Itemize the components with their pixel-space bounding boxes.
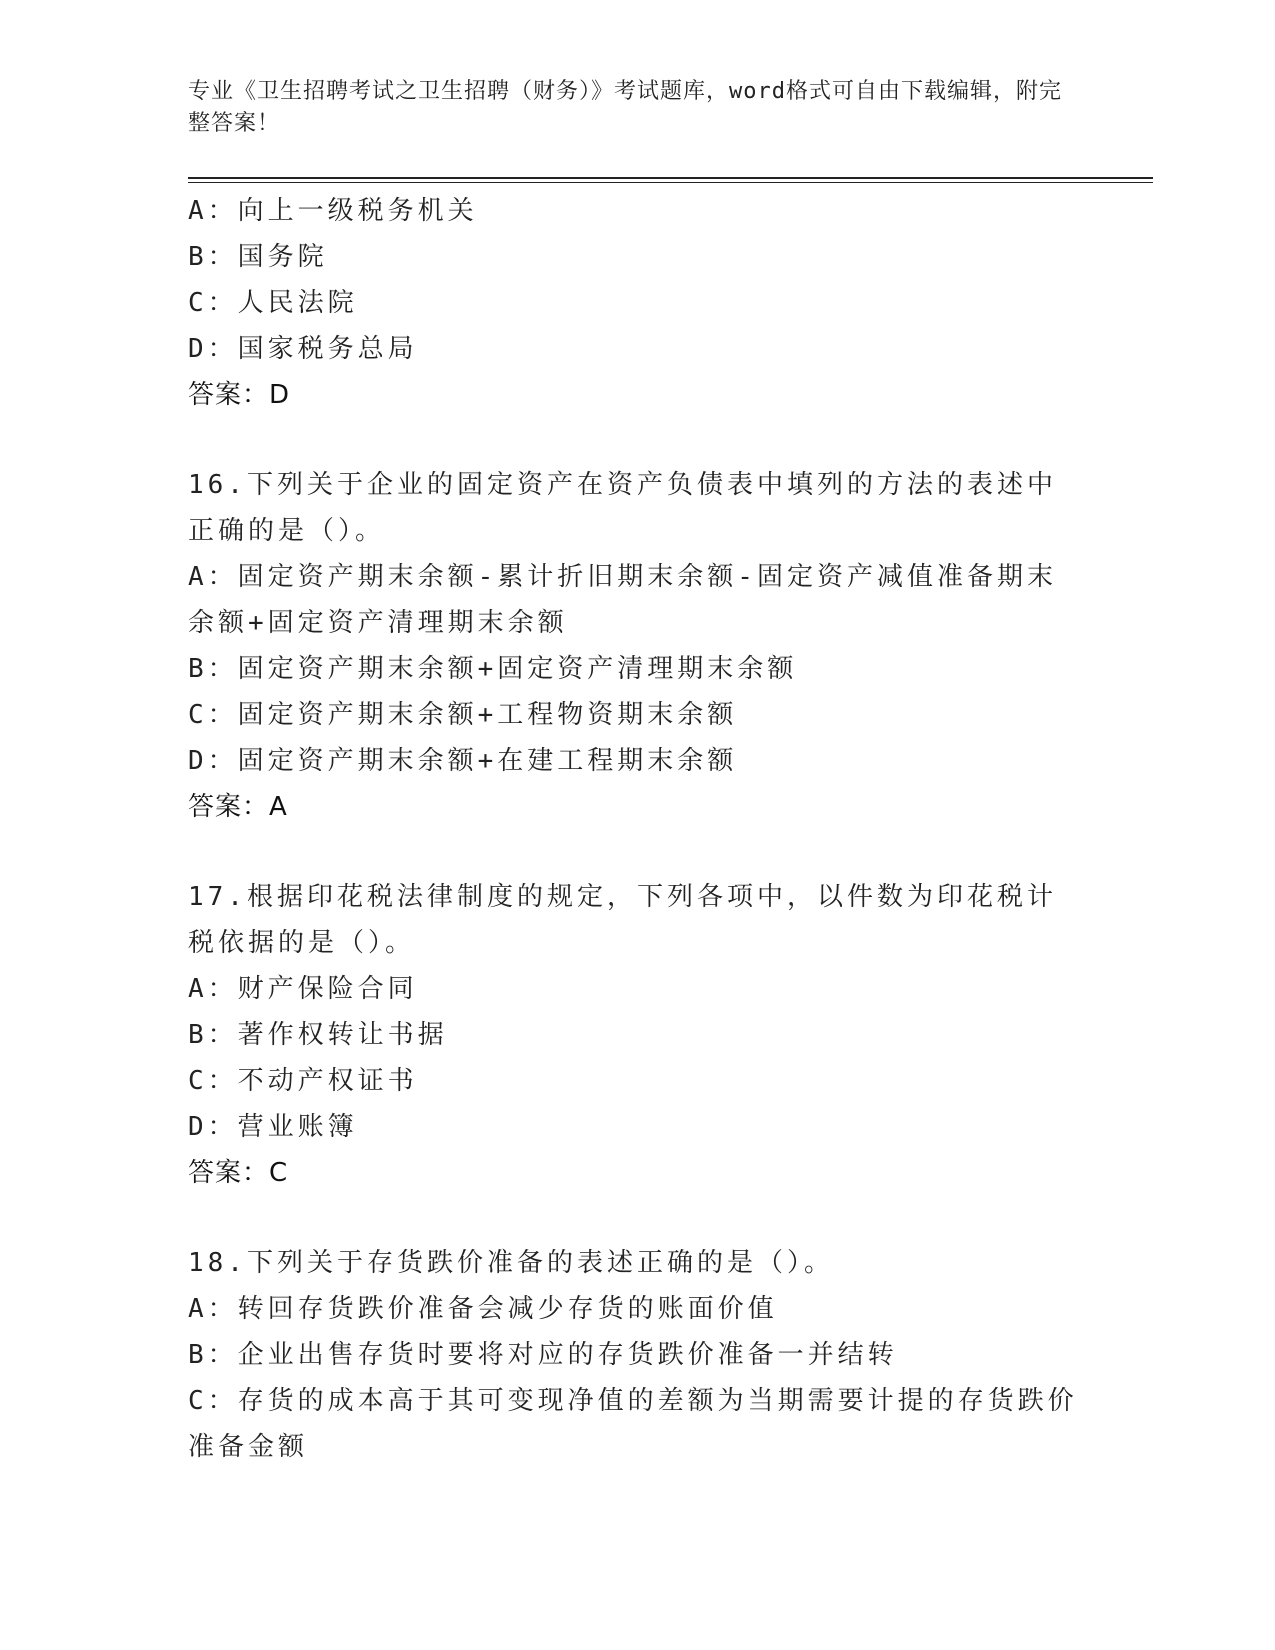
option-c: C：固定资产期末余额+工程物资期末余额 xyxy=(188,700,738,730)
option-c: C：不动产权证书 xyxy=(188,1066,418,1096)
document-header: 专业《卫生招聘考试之卫生招聘（财务）》考试题库，word格式可自由下载编辑，附完整答案！ xyxy=(188,79,1062,136)
question-text: 18.下列关于存货跌价准备的表述正确的是（）。 xyxy=(188,1248,834,1278)
option-a: A：转回存货跌价准备会减少存货的账面价值 xyxy=(188,1294,778,1324)
option-b: B：企业出售存货时要将对应的存货跌价准备一并结转 xyxy=(188,1340,898,1370)
question-text: 17.根据印花税法律制度的规定，下列各项中，以件数为印花税计税依据的是（）。 xyxy=(188,882,1057,958)
option-a: A：向上一级税务机关 xyxy=(188,196,478,226)
option-c: C：存货的成本高于其可变现净值的差额为当期需要计提的存货跌价准备金额 xyxy=(188,1386,1078,1462)
option-b: B：固定资产期末余额+固定资产清理期末余额 xyxy=(188,654,798,684)
question-16 xyxy=(188,462,1088,830)
spacer xyxy=(188,418,1088,462)
spacer xyxy=(188,1196,1088,1240)
answer: 答案：A xyxy=(188,792,288,822)
question-15 xyxy=(188,188,1088,418)
question-18 xyxy=(188,1240,1088,1470)
answer: 答案：D xyxy=(188,380,291,410)
question-text: 16.下列关于企业的固定资产在资产负债表中填列的方法的表述中正确的是（）。 xyxy=(188,470,1057,546)
answer: 答案：C xyxy=(188,1158,289,1188)
option-b: B：著作权转让书据 xyxy=(188,1020,448,1050)
question-17 xyxy=(188,874,1088,1196)
option-b: B：国务院 xyxy=(188,242,328,272)
header-divider-thick xyxy=(188,177,1153,179)
option-a: A：固定资产期末余额-累计折旧期末余额-固定资产减值准备期末余额+固定资产清理期末余额 xyxy=(188,562,1057,638)
option-d: D：固定资产期末余额+在建工程期末余额 xyxy=(188,746,738,776)
question-list xyxy=(188,188,1088,1470)
option-d: D：国家税务总局 xyxy=(188,334,418,364)
option-d: D：营业账簿 xyxy=(188,1112,358,1142)
header-divider-thin xyxy=(188,182,1153,183)
option-c: C：人民法院 xyxy=(188,288,358,318)
spacer xyxy=(188,830,1088,874)
option-a: A：财产保险合同 xyxy=(188,974,418,1004)
